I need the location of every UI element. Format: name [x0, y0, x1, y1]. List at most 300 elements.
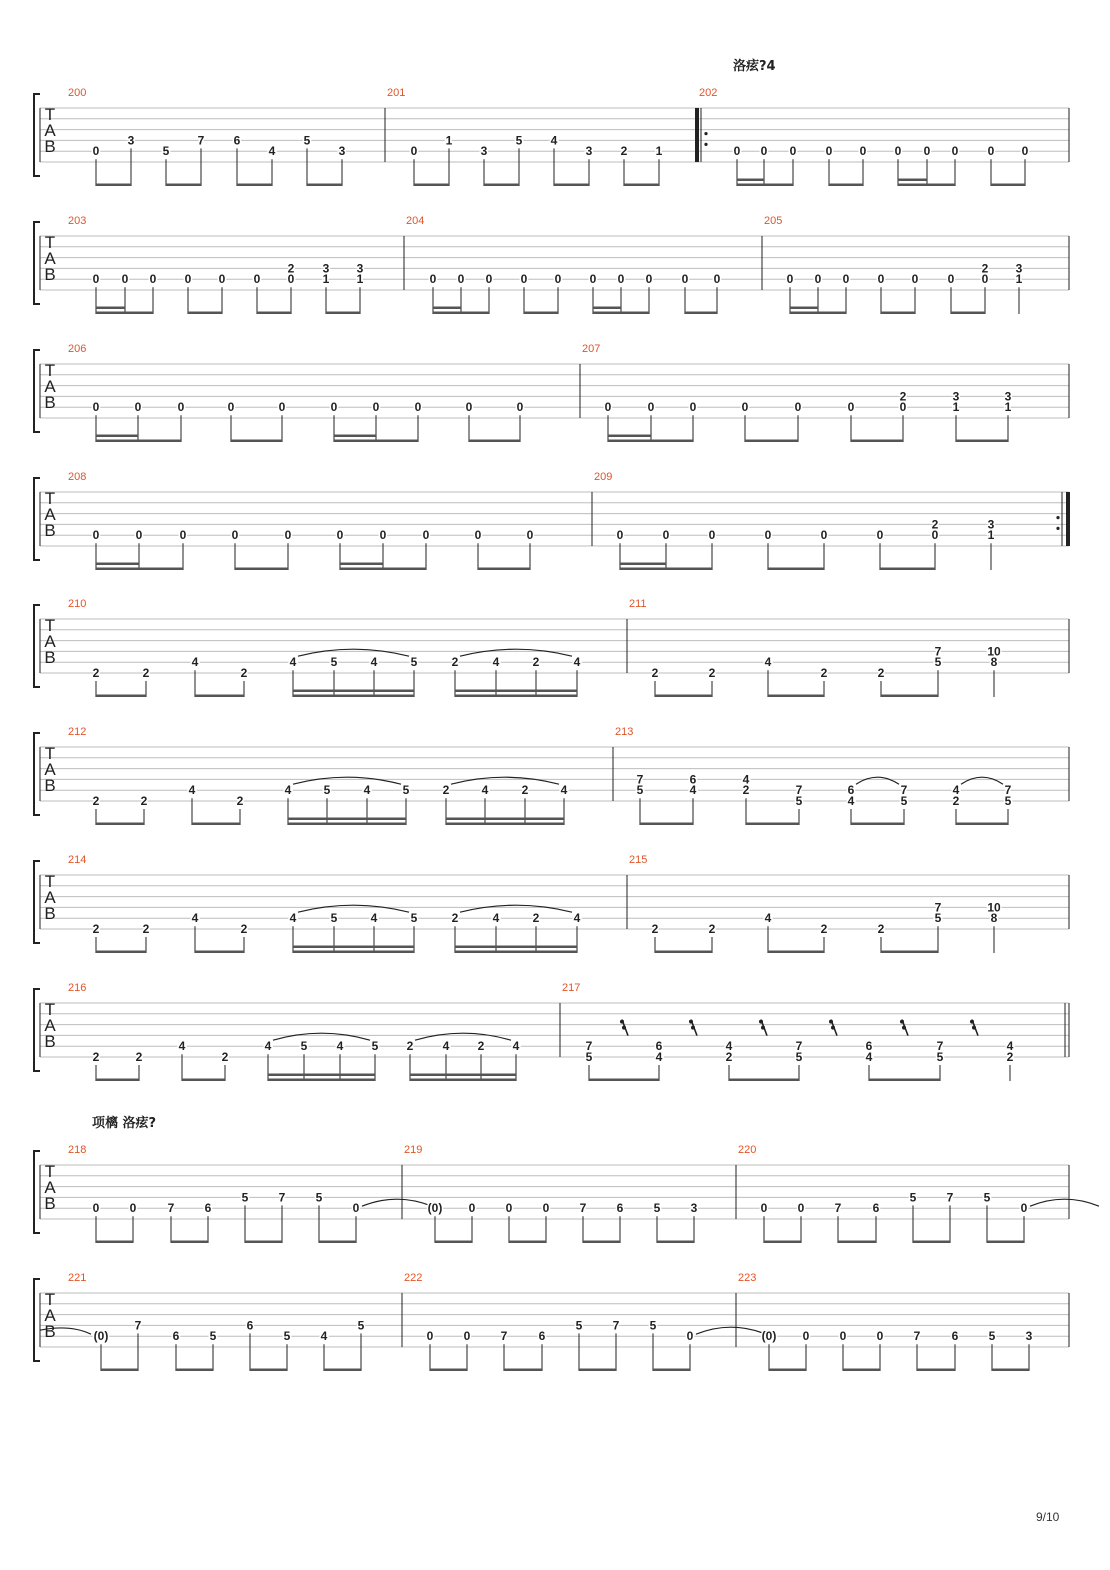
beam: [829, 184, 863, 187]
beam: [608, 435, 651, 438]
tab-clef-letter: A: [44, 1016, 56, 1035]
fret-number: 2: [92, 666, 100, 680]
beam: [657, 1241, 694, 1244]
tab-clef-letter: B: [44, 265, 56, 284]
fret-number: 6: [538, 1329, 546, 1344]
fret-number: 5: [653, 1201, 661, 1216]
beam: [655, 951, 712, 954]
staff-system-7: [34, 854, 1069, 953]
system-bracket: [34, 1279, 40, 1361]
fret-number: 0: [253, 272, 261, 287]
fret-number: 2: [742, 783, 750, 798]
beam: [478, 568, 530, 571]
staff-system-3: [34, 343, 1069, 442]
fret-number: 4: [191, 911, 199, 926]
fret-number: 5: [323, 783, 331, 798]
fret-number: 0: [842, 272, 850, 287]
fret-number: 4: [336, 1039, 344, 1054]
measure-number: 212: [68, 726, 87, 738]
fret-number: 0: [422, 528, 430, 543]
beam: [589, 1079, 659, 1082]
beam: [987, 1241, 1024, 1244]
beam: [843, 1369, 880, 1372]
fret-number: 2: [135, 1050, 143, 1064]
rest-flag: [902, 1026, 906, 1030]
fret-number: 0: [820, 528, 828, 543]
system-bracket: [34, 94, 40, 176]
beam: [737, 179, 764, 182]
fret-number: 5: [649, 1318, 657, 1333]
fret-number: 0: [794, 400, 802, 415]
fret-number: 5: [300, 1039, 308, 1054]
measure-number: 217: [562, 982, 581, 994]
beam: [620, 563, 666, 566]
beam: [593, 312, 649, 315]
fret-number: 0: [981, 272, 989, 287]
fret-number: 2: [442, 783, 450, 798]
fret-number: 3: [322, 261, 330, 276]
beam: [446, 823, 564, 826]
fret-number: 2: [725, 1050, 733, 1064]
fret-number: 4: [573, 655, 581, 670]
fret-number: 4: [560, 783, 568, 798]
measure-number: 213: [615, 726, 634, 738]
beam: [992, 1369, 1029, 1372]
tab-clef-letter: B: [44, 904, 56, 923]
fret-number: 0: [947, 272, 955, 287]
fret-number: 7: [795, 1039, 803, 1054]
rest-flag: [759, 1020, 763, 1024]
tab-clef-letter: B: [44, 521, 56, 540]
system-bracket: [34, 478, 40, 560]
fret-number: 2: [236, 794, 244, 808]
measure-number: 201: [387, 87, 406, 99]
fret-number: 7: [636, 772, 644, 787]
slur: [451, 777, 559, 784]
fret-number: 5: [983, 1190, 991, 1205]
beam: [737, 184, 793, 187]
fret-number: 5: [515, 133, 523, 148]
fret-number: 2: [708, 922, 716, 936]
beam: [851, 440, 903, 443]
fret-number: 3: [338, 144, 346, 159]
beam: [729, 1079, 799, 1082]
fret-number: 2: [532, 655, 540, 670]
beam: [768, 951, 824, 954]
fret-number: 0: [92, 528, 100, 543]
fret-number: 4: [550, 133, 558, 148]
beam: [195, 695, 244, 698]
rest-flag: [900, 1020, 904, 1024]
beam: [195, 951, 244, 954]
beam: [524, 312, 558, 315]
fret-number: 0: [604, 400, 612, 415]
fret-number: 5: [330, 911, 338, 926]
fret-number: 2: [877, 922, 885, 936]
fret-number: 2: [140, 794, 148, 808]
measure-number: 206: [68, 343, 87, 355]
beam: [101, 1369, 138, 1372]
beam: [991, 184, 1025, 187]
fret-number: 2: [451, 655, 459, 670]
fret-number: 0: [474, 528, 482, 543]
tab-clef-letter: T: [44, 361, 56, 380]
fret-number: 0: [554, 272, 562, 287]
beam: [838, 1241, 876, 1244]
beam: [288, 818, 406, 821]
beam: [653, 1369, 690, 1372]
tab-clef-letter: T: [44, 1162, 56, 1181]
fret-number: 1: [445, 133, 453, 148]
beam: [192, 823, 240, 826]
fret-number: 5: [1004, 794, 1012, 808]
measure-number: 209: [594, 471, 613, 483]
rest-flag: [831, 1026, 835, 1030]
fret-number: 0: [645, 272, 653, 287]
tie: [1030, 1199, 1099, 1206]
fret-number: 0: [516, 400, 524, 415]
beam: [504, 1369, 542, 1372]
slur: [460, 905, 572, 912]
fret-number: 4: [289, 911, 297, 926]
tab-clef-letter: B: [44, 1032, 56, 1051]
beam: [435, 1241, 472, 1244]
repeat-dot: [704, 143, 707, 146]
fret-number: 2: [142, 666, 150, 680]
beam: [956, 440, 1008, 443]
measure-number: 218: [68, 1144, 87, 1156]
fret-number: 4: [481, 783, 489, 798]
fret-number: 3: [1004, 389, 1012, 404]
tab-clef-letter: B: [44, 648, 56, 667]
fret-number: 7: [585, 1039, 593, 1054]
fret-number: 0: [931, 528, 939, 543]
fret-number: 5: [241, 1190, 249, 1205]
fret-number: 4: [742, 772, 750, 787]
beam: [455, 946, 577, 949]
fret-number: 7: [900, 783, 908, 798]
tab-clef-letter: A: [44, 505, 56, 524]
fret-number: 0: [741, 400, 749, 415]
fret-number: 4: [284, 783, 292, 798]
fret-number: 4: [512, 1039, 520, 1054]
fret-number: 0: [877, 272, 885, 287]
fret-number: 5: [900, 794, 908, 808]
fret-number: 3: [987, 517, 995, 532]
staff-system-4: [34, 471, 1070, 570]
beam: [96, 312, 153, 315]
fret-number: 5: [636, 783, 644, 798]
fret-number: 7: [167, 1201, 175, 1216]
beam: [268, 1074, 375, 1077]
tab-clef-letter: A: [44, 249, 56, 268]
tab-clef-letter: B: [44, 1194, 56, 1213]
fret-number: 4: [320, 1329, 328, 1344]
fret-number: 4: [363, 783, 371, 798]
fret-number: 0: [681, 272, 689, 287]
fret-number: 0: [1021, 144, 1029, 159]
beam: [257, 312, 291, 315]
fret-number: 0: [485, 272, 493, 287]
tab-clef-letter: T: [44, 233, 56, 252]
section-annotation-1: 洛痃?4: [733, 59, 776, 74]
page-number: 9/10: [1036, 1510, 1060, 1524]
fret-number: 0: [589, 272, 597, 287]
rest-flag: [689, 1020, 693, 1024]
beam: [851, 823, 904, 826]
fret-number: 5: [330, 655, 338, 670]
fret-number: 2: [406, 1039, 414, 1054]
beam: [340, 563, 383, 566]
fret-number: 0: [764, 528, 772, 543]
fret-number: 4: [370, 911, 378, 926]
slur: [961, 777, 1003, 784]
beam: [640, 823, 693, 826]
beam: [293, 695, 414, 698]
fret-number: 2: [240, 666, 248, 680]
measure-number: 221: [68, 1272, 87, 1284]
fret-number: 4: [573, 911, 581, 926]
fret-number: 0: [121, 272, 129, 287]
fret-number: 0: [899, 400, 907, 415]
fret-number: 0: [463, 1329, 471, 1344]
fret-number: 0: [177, 400, 185, 415]
tie: [362, 1199, 432, 1206]
fret-number: 10: [987, 644, 1001, 659]
fret-number: 0: [760, 1201, 768, 1216]
fret-number: 1: [322, 272, 330, 287]
fret-number: 2: [521, 783, 529, 798]
fret-number: 2: [820, 666, 828, 680]
fret-number: 7: [197, 133, 205, 148]
fret-number: 0: [330, 400, 338, 415]
measure-number: 216: [68, 982, 87, 994]
fret-number: 2: [92, 794, 100, 808]
fret-number: 0: [179, 528, 187, 543]
fret-number: 0: [839, 1329, 847, 1344]
measure-number: 220: [738, 1144, 757, 1156]
fret-number: 0: [352, 1201, 360, 1216]
fret-number: 6: [689, 772, 697, 787]
system-bracket: [34, 1151, 40, 1233]
fret-number: 0: [284, 528, 292, 543]
fret-number: 5: [575, 1318, 583, 1333]
system-bracket: [34, 989, 40, 1071]
beam: [593, 307, 621, 310]
fret-number: 7: [795, 783, 803, 798]
beam: [685, 312, 717, 315]
rest-flag: [829, 1020, 833, 1024]
fret-number: 3: [127, 133, 135, 148]
fret-number: 4: [370, 655, 378, 670]
fret-number: 8: [990, 655, 998, 670]
beam: [414, 184, 449, 187]
fret-number: 5: [402, 783, 410, 798]
tab-clef-letter: B: [44, 1322, 56, 1341]
fret-number: 5: [585, 1050, 593, 1064]
fret-number: 5: [357, 1318, 365, 1333]
beam: [166, 184, 201, 187]
fret-number: 0: [129, 1201, 137, 1216]
fret-number: 0: [876, 1329, 884, 1344]
fret-number: 2: [451, 911, 459, 926]
fret-number: 0: [336, 528, 344, 543]
system-bracket: [34, 733, 40, 815]
beam: [768, 695, 824, 698]
fret-number: 3: [952, 389, 960, 404]
fret-number: 2: [92, 1050, 100, 1064]
fret-number: 7: [946, 1190, 954, 1205]
fret-number: 0: [686, 1329, 694, 1344]
beam: [583, 1241, 620, 1244]
fret-number: 6: [204, 1201, 212, 1216]
fret-number: 4: [492, 911, 500, 926]
fret-number: 2: [981, 261, 989, 276]
beam: [898, 179, 927, 182]
fret-number: 0: [789, 144, 797, 159]
beam: [182, 1079, 225, 1082]
fret-number: 1: [1004, 400, 1012, 415]
tab-clef-letter: B: [44, 137, 56, 156]
measure-number: 215: [629, 854, 648, 866]
beam: [881, 951, 938, 954]
beam: [96, 307, 125, 310]
fret-number: 2: [708, 666, 716, 680]
fret-number: 4: [764, 911, 772, 926]
fret-number: 0: [135, 528, 143, 543]
tab-clef-letter: A: [44, 888, 56, 907]
measure-number: 202: [699, 87, 718, 99]
beam: [96, 563, 139, 566]
beam: [455, 695, 577, 698]
beam: [881, 695, 938, 698]
fret-number: (0): [427, 1201, 443, 1216]
fret-number: 7: [1004, 783, 1012, 798]
fret-number: 6: [865, 1039, 873, 1054]
measure-number: 203: [68, 215, 87, 227]
beam: [764, 1241, 801, 1244]
repeat-dot: [704, 132, 707, 135]
fret-number: 0: [414, 400, 422, 415]
measure-number: 223: [738, 1272, 757, 1284]
beam: [509, 1241, 546, 1244]
tab-clef-letter: T: [44, 872, 56, 891]
fret-number: 2: [142, 922, 150, 936]
fret-number: 0: [802, 1329, 810, 1344]
measure-number: 200: [68, 87, 87, 99]
fret-number: 6: [233, 133, 241, 148]
beam: [768, 568, 824, 571]
fret-number: (0): [93, 1329, 109, 1344]
fret-number: 2: [651, 922, 659, 936]
section-annotation-2: 项樆 洛痃?: [92, 1116, 157, 1131]
fret-number: 4: [689, 783, 697, 798]
fret-number: 0: [410, 144, 418, 159]
fret-number: 0: [465, 400, 473, 415]
fret-number: 4: [191, 655, 199, 670]
fret-number: 3: [1025, 1329, 1033, 1344]
fret-number: 6: [872, 1201, 880, 1216]
beam: [917, 1369, 955, 1372]
fret-number: 4: [865, 1050, 873, 1064]
fret-number: 0: [708, 528, 716, 543]
fret-number: 10: [987, 900, 1001, 915]
rest-flag: [972, 1026, 976, 1030]
fret-number: 0: [647, 400, 655, 415]
beam: [231, 440, 282, 443]
fret-number: 7: [278, 1190, 286, 1205]
staff-system-9: [34, 1144, 1099, 1243]
fret-number: 4: [492, 655, 500, 670]
beam: [790, 312, 846, 315]
fret-number: 4: [847, 794, 855, 808]
beam: [913, 1241, 950, 1244]
fret-number: 0: [231, 528, 239, 543]
fret-number: 0: [987, 144, 995, 159]
tab-clef-letter: A: [44, 377, 56, 396]
measure-number: 208: [68, 471, 87, 483]
beam: [96, 951, 146, 954]
fret-number: 6: [172, 1329, 180, 1344]
fret-number: 0: [814, 272, 822, 287]
fret-number: 2: [651, 666, 659, 680]
beam: [620, 568, 712, 571]
fret-number: 5: [936, 1050, 944, 1064]
tab-clef-letter: A: [44, 632, 56, 651]
fret-number: 0: [278, 400, 286, 415]
fret-number: 0: [505, 1201, 513, 1216]
fret-number: 2: [931, 517, 939, 532]
fret-number: 4: [289, 655, 297, 670]
beam: [96, 1241, 133, 1244]
fret-number: 6: [246, 1318, 254, 1333]
fret-number: 7: [134, 1318, 142, 1333]
fret-number: 0: [372, 400, 380, 415]
slur: [856, 777, 899, 784]
fret-number: 6: [616, 1201, 624, 1216]
fret-number: 0: [713, 272, 721, 287]
fret-number: 0: [923, 144, 931, 159]
slur: [460, 649, 572, 656]
fret-number: 5: [988, 1329, 996, 1344]
fret-number: 3: [585, 144, 593, 159]
rest-flag: [761, 1026, 765, 1030]
fret-number: 0: [859, 144, 867, 159]
system-bracket: [34, 350, 40, 432]
fret-number: 4: [268, 144, 276, 159]
slur: [298, 649, 409, 656]
fret-number: 2: [92, 922, 100, 936]
beam: [880, 568, 935, 571]
fret-number: 0: [92, 144, 100, 159]
fret-number: 0: [662, 528, 670, 543]
fret-number: 5: [209, 1329, 217, 1344]
beam: [171, 1241, 208, 1244]
beam: [96, 568, 183, 571]
repeat-dot: [1056, 527, 1059, 530]
fret-number: 0: [149, 272, 157, 287]
fret-number: 4: [952, 783, 960, 798]
fret-number: 0: [894, 144, 902, 159]
fret-number: 0: [426, 1329, 434, 1344]
beam: [245, 1241, 282, 1244]
fret-number: 5: [934, 911, 942, 926]
staff-system-1: [34, 87, 1069, 186]
beam: [334, 435, 376, 438]
fret-number: 6: [951, 1329, 959, 1344]
tab-clef-letter: A: [44, 1178, 56, 1197]
beam: [484, 184, 519, 187]
